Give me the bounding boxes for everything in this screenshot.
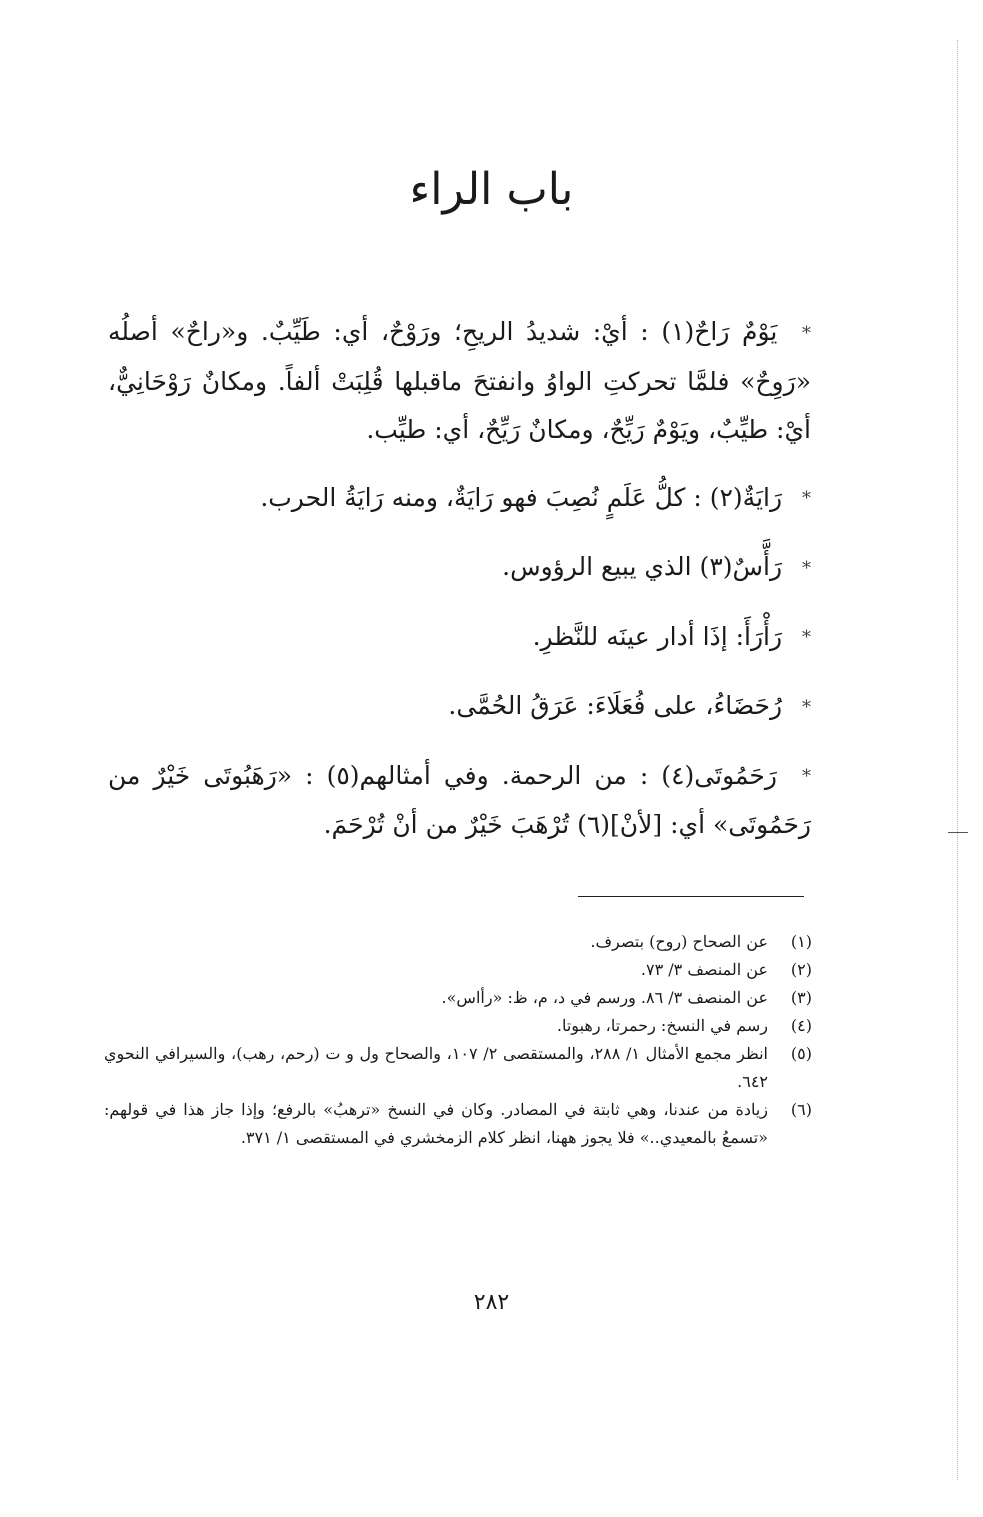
footnote-text: زيادة من عندنا، وهي ثابتة في المصادر. وكان في النسخ «ترهبُ» بالرفع؛ وإذا جاز هذا في قولهم: «تسمعُ بالمعيدي..» فلا يجوز ههنا، انظر كلام الزمخشري في المستقصى ١/ ٣٧١. [104, 1100, 768, 1147]
asterisk-icon: * [802, 488, 811, 509]
entry-ruhadaa [108, 682, 811, 732]
entry-rah [108, 308, 811, 454]
footnote-number: (٢) [790, 960, 812, 979]
footnotes [104, 928, 812, 1152]
footnote-number: (٦) [790, 1100, 812, 1119]
entry-text: رَحَمُوتَى(٤) : من الرحمة. وفي أمثالهم(٥) : «رَهَبُوتَى خَيْرٌ من رَحَمُوتَى» أي: [لأنْ](٦) تُرْهَبَ خَيْرٌ من أنْ تُرْحَمَ. [108, 760, 811, 839]
footnote-item [104, 956, 812, 984]
entry-text: رَأْرَأَ: إذَا أدار عينَه للنَّظرِ. [532, 621, 783, 651]
entry-rahamuta [108, 752, 811, 850]
footnote-item [104, 1096, 812, 1152]
asterisk-icon: * [802, 766, 812, 787]
footnote-text: عن المنصف ٣/ ٧٣. [640, 960, 768, 979]
page-number: ٢٨٢ [473, 1290, 510, 1315]
footnote-item [104, 1012, 812, 1040]
footnote-text: رسم في النسخ: رحمرتا، رهبوتا. [556, 1016, 768, 1035]
footnote-number: (١) [790, 932, 812, 951]
footnote-text: انظر مجمع الأمثال ١/ ٢٨٨، والمستقصى ٢/ ١٠٧، والصحاح ول و ت (رحم، رهب)، والسيرافي النحوي ٦٤٢. [104, 1044, 768, 1091]
footnote-number: (٤) [790, 1016, 812, 1035]
footnote-item [104, 928, 812, 956]
entry-text: رَايَةٌ(٢) : كلُّ عَلَمٍ نُصِبَ فهو رَايَةٌ، ومنه رَايَةُ الحرب. [260, 482, 783, 512]
chapter-title: باب الراء [409, 164, 574, 215]
footnote-item [104, 984, 812, 1012]
entry-text: يَوْمٌ رَاحٌ(١) : أيْ: شديدُ الريحِ؛ ورَوْحٌ، أي: طَيِّبٌ. و«راحٌ» أصلُه «رَوِحٌ» فلمَّا تحركتِ الواوُ وانفتحَ ماقبلها قُلِبَتْ ألفاً. ومكانٌ رَوْحَانِيٌّ، أيْ: طيِّبٌ، ويَوْمٌ رَيِّحٌ، ومكانٌ رَيِّحٌ، أي: طيِّب. [108, 317, 811, 444]
entry-text: رُحَضَاءُ، على فُعَلَاءَ: عَرَقُ الحُمَّى. [448, 691, 783, 720]
footnote-number: (٥) [790, 1044, 812, 1063]
entry-raraa [108, 613, 811, 663]
dictionary-entries [108, 308, 811, 869]
asterisk-icon: * [802, 627, 811, 648]
page-edge-mark [948, 832, 968, 833]
footnote-number: (٣) [790, 988, 812, 1007]
page-edge-line [957, 40, 958, 1480]
entry-raas [108, 543, 811, 593]
entry-text: رَأَّسٌ(٣) الذي يبيع الرؤوس. [502, 552, 783, 581]
asterisk-icon: * [802, 557, 811, 579]
footnote-divider [578, 896, 804, 897]
entry-raya [108, 474, 811, 524]
footnote-text: عن المنصف ٣/ ٨٦. ورسم في د، م، ظ: «رأاس». [441, 988, 768, 1007]
asterisk-icon: * [802, 322, 811, 344]
footnote-text: عن الصحاح (روح) بتصرف. [590, 932, 768, 951]
footnote-item [104, 1040, 812, 1096]
asterisk-icon: * [802, 696, 811, 718]
